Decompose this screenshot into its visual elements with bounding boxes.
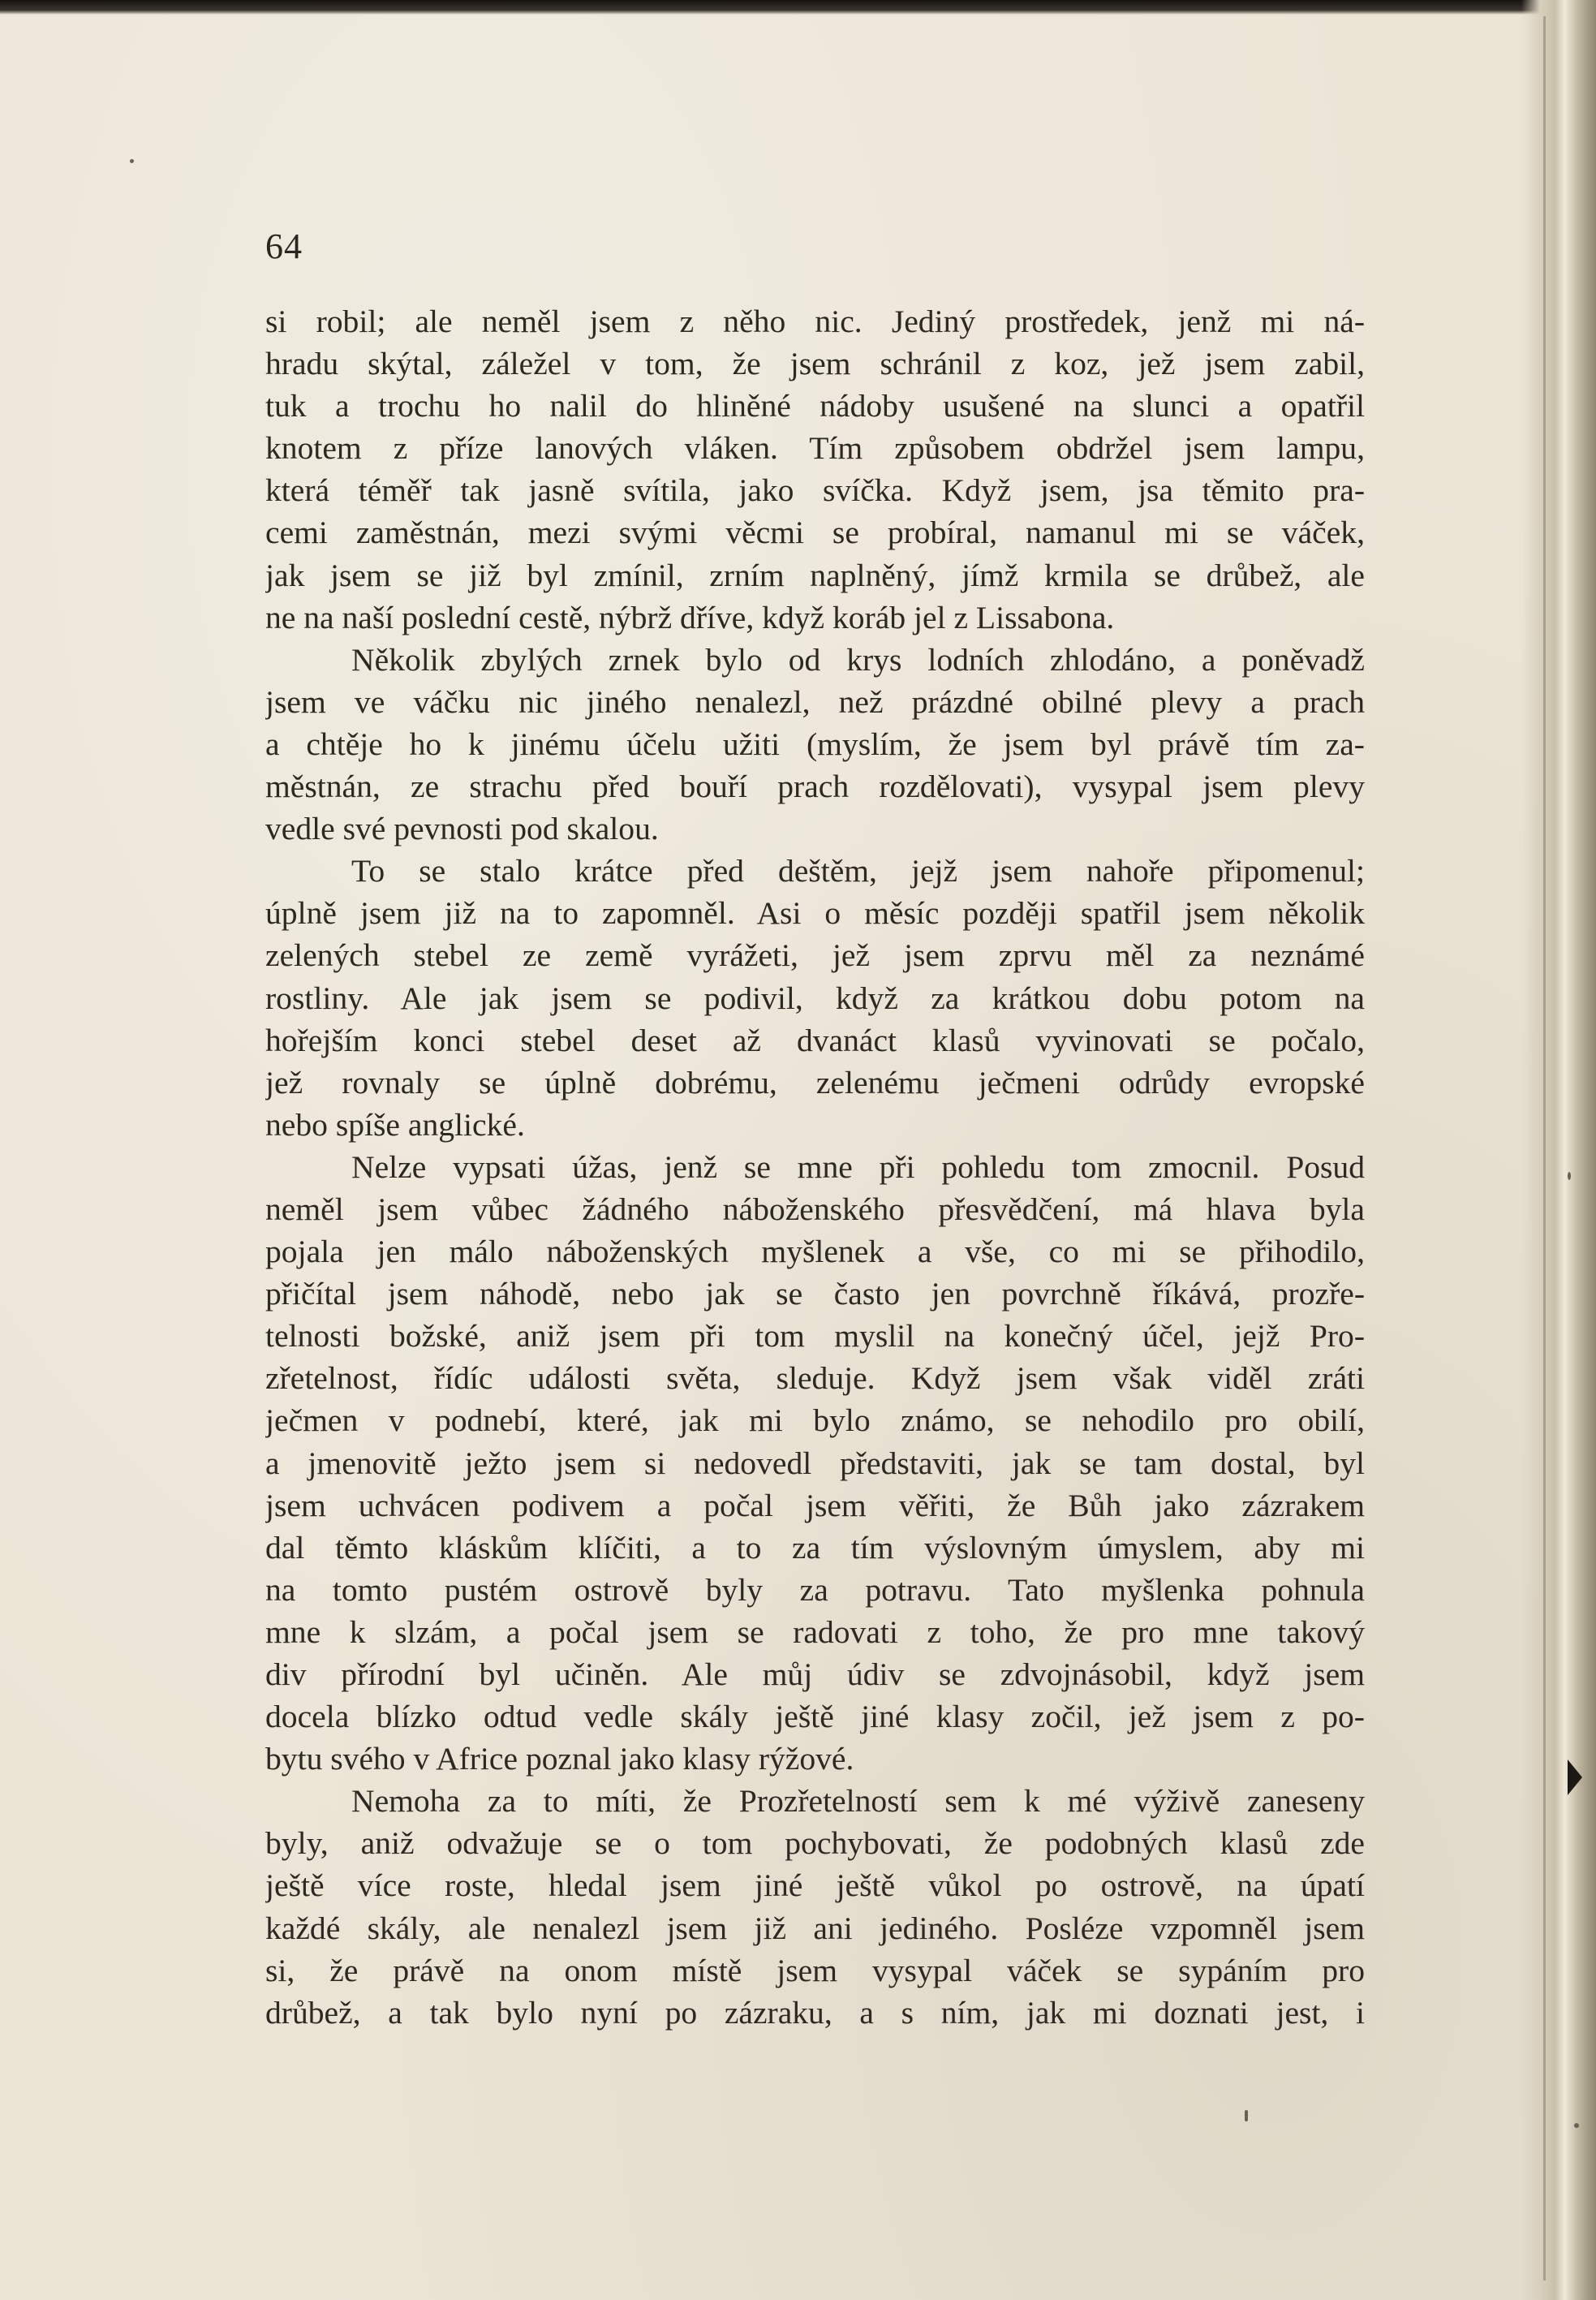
paragraph xyxy=(265,639,1365,850)
text-line: Nemoha za to míti, že Prozřetelností sem k mé výživě zaneseny xyxy=(351,1783,1365,1820)
text-line: zřetelnost, řídíc události světa, sleduje. Když jsem však viděl zráti xyxy=(265,1360,1365,1397)
text-line: pojala jen málo náboženských myšlenek a vše, co mi se přihodilo, xyxy=(265,1234,1365,1270)
text-line: rostliny. Ale jak jsem se podivil, když za krátkou dobu potom na xyxy=(265,980,1365,1016)
text-line: knotem z příze lanových vláken. Tím způsobem obdržel jsem lampu, xyxy=(265,430,1365,467)
text-line: vedle své pevnosti pod skalou. xyxy=(265,811,659,847)
text-line: cemi zaměstnán, mezi svými věcmi se probíral, namanul mi se váček, xyxy=(265,515,1365,551)
text-line: ještě více roste, hledal jsem jiné ještě vůkol po ostrově, na úpatí xyxy=(265,1867,1365,1904)
text-line: na tomto pustém ostrově byly za potravu. Tato myšlenka pohnula xyxy=(265,1571,1365,1608)
text-line: hradu skýtal, záležel v tom, že jsem schránil z koz, jež jsem zabil, xyxy=(265,346,1365,382)
text-line: hořejším konci stebel deset až dvanáct klasů vyvinovati se počalo, xyxy=(265,1022,1365,1058)
text-line: která téměř tak jasně svítila, jako svíčka. Když jsem, jsa těmito pra- xyxy=(265,472,1365,509)
text-line: mne k slzám, a počal jsem se radovati z toho, že pro mne takový xyxy=(265,1613,1365,1650)
text-line: div přírodní byl učiněn. Ale můj údiv se zdvojnásobil, když jsem xyxy=(265,1656,1365,1692)
page-marker-arrow-icon xyxy=(1568,1759,1582,1795)
text-line: jsem ve váčku nic jiného nenalezl, než prázdné obilné plevy a prach xyxy=(265,683,1365,720)
text-line: jak jsem se již byl zmínil, zrním naplněný, jímž krmila se drůbež, ale xyxy=(265,557,1365,593)
text-line: nebo spíše anglické. xyxy=(265,1106,525,1143)
paper-speck xyxy=(1568,1172,1571,1180)
body-text xyxy=(265,300,1365,2034)
text-line: telnosti božské, aniž jsem při tom myslil na konečný účel, jejž Pro- xyxy=(265,1318,1365,1355)
paragraph xyxy=(265,1146,1365,1780)
text-line: zelených stebel ze země vyrážeti, jež jsem zprvu měl za neznámé xyxy=(265,937,1365,974)
paragraph xyxy=(265,300,1365,639)
paragraph xyxy=(265,850,1365,1146)
text-line: tuk a trochu ho nalil do hliněné nádoby usušené na slunci a opatřil xyxy=(265,388,1365,424)
text-line: jež rovnaly se úplně dobrému, zelenému ječmeni odrůdy evropské xyxy=(265,1064,1365,1100)
paper-speck xyxy=(1574,2123,1579,2128)
scan-top-edge xyxy=(0,0,1596,15)
page-number: 64 xyxy=(265,226,303,266)
paragraph xyxy=(265,1780,1365,2034)
text-line: neměl jsem vůbec žádného náboženského přesvědčení, má hlava byla xyxy=(265,1191,1365,1227)
text-line: ne na naší poslední cestě, nýbrž dříve, když koráb jel z Lissabona. xyxy=(265,599,1115,635)
text-line: docela blízko odtud vedle skály ještě jiné klasy zočil, jež jsem z po- xyxy=(265,1699,1365,1735)
paper-speck xyxy=(130,159,134,163)
text-line: To se stalo krátce před deštěm, jejž jsem nahoře připomenul; xyxy=(351,853,1365,889)
text-line: drůbež, a tak bylo nyní po zázraku, a s ním, jak mi doznati jest, i xyxy=(265,1994,1365,2031)
text-line: si robil; ale neměl jsem z něho nic. Jediný prostředek, jenž mi ná- xyxy=(265,304,1365,339)
text-line: jsem uchvácen podivem a počal jsem věřiti, že Bůh jako zázrakem xyxy=(265,1487,1365,1523)
text-line: byly, aniž odvažuje se o tom pochybovati, že podobných klasů zde xyxy=(265,1825,1365,1862)
book-spine-edge xyxy=(1521,0,1596,2300)
text-line: přičítal jsem náhodě, nebo jak se často jen povrchně říkává, prozře- xyxy=(265,1276,1365,1312)
text-line: městnán, ze strachu před bouří prach rozdělovati), vysypal jsem plevy xyxy=(265,769,1365,805)
text-line: ječmen v podnebí, které, jak mi bylo známo, se nehodilo pro obilí, xyxy=(265,1402,1365,1439)
text-line: a jmenovitě ježto jsem si nedovedl představiti, jak se tam dostal, byl xyxy=(265,1445,1365,1481)
spine-fold-line xyxy=(1543,16,1546,2281)
text-line: bytu svého v Africe poznal jako klasy rýžové. xyxy=(265,1741,854,1777)
text-line: dal těmto kláskům klíčiti, a to za tím výslovným úmyslem, aby mi xyxy=(265,1529,1365,1566)
text-line: si, že právě na onom místě jsem vysypal váček se sypáním pro xyxy=(265,1952,1365,1988)
paper-speck xyxy=(1245,2110,1248,2121)
text-line: Několik zbylých zrnek bylo od krys lodních zhlodáno, a poněvadž xyxy=(351,641,1365,678)
text-line: Nelze vypsati úžas, jenž se mne při pohledu tom zmocnil. Posud xyxy=(351,1148,1365,1185)
text-line: každé skály, ale nenalezl jsem již ani jediného. Posléze vzpomněl jsem xyxy=(265,1910,1365,1946)
text-line: úplně jsem již na to zapomněl. Asi o měsíc později spatřil jsem několik xyxy=(265,895,1365,932)
text-line: a chtěje ho k jinému účelu užiti (myslím, že jsem byl právě tím za- xyxy=(265,726,1365,762)
